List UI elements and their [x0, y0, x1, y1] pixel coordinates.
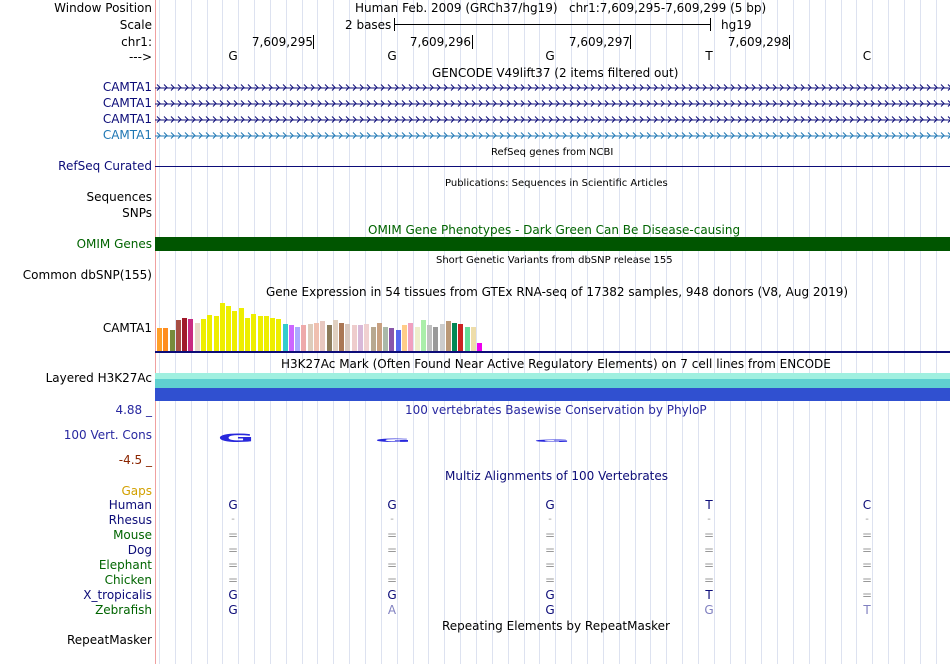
- scale-text: 2 bases: [345, 18, 392, 32]
- gencode-label-3[interactable]: CAMTA1: [102, 112, 152, 126]
- species-mouse: Mouse: [113, 528, 152, 542]
- gtex-tissue-bar[interactable]: [251, 314, 256, 351]
- alignment-base: -: [390, 514, 394, 525]
- gaps-label: Gaps: [121, 484, 152, 498]
- tick-1: [313, 35, 314, 49]
- gtex-tissue-bar[interactable]: [421, 320, 426, 351]
- alignment-base: =: [227, 528, 239, 542]
- alignment-base: T: [705, 498, 713, 512]
- gtex-label[interactable]: CAMTA1: [102, 321, 152, 335]
- alignment-base: =: [386, 573, 398, 587]
- alignment-base: G: [228, 498, 238, 512]
- ref-base-3: G: [545, 49, 555, 63]
- gtex-tissue-bar[interactable]: [383, 327, 388, 351]
- gtex-tissue-bar[interactable]: [339, 323, 344, 351]
- gtex-tissue-bar[interactable]: [333, 320, 338, 351]
- logo-letter-3: G: [533, 438, 571, 443]
- alignment-base: =: [703, 558, 715, 572]
- alignment-base: G: [387, 498, 397, 512]
- tick-label-2: 7,609,296: [409, 35, 471, 49]
- alignment-base: G: [545, 603, 555, 617]
- refseq-gene-line[interactable]: [155, 166, 950, 167]
- gtex-tissue-bar[interactable]: [176, 320, 181, 351]
- gtex-baseline: [155, 351, 950, 353]
- alignment-base: =: [544, 528, 556, 542]
- snps-label[interactable]: SNPs: [122, 206, 152, 220]
- alignment-base: -: [231, 514, 235, 525]
- alignment-base: G: [704, 603, 714, 617]
- gencode-label-2[interactable]: CAMTA1: [102, 96, 152, 110]
- gtex-tissue-bar[interactable]: [245, 318, 250, 351]
- track-image[interactable]: [155, 0, 950, 664]
- gtex-tissue-bar[interactable]: [371, 327, 376, 351]
- gtex-tissue-bar[interactable]: [465, 327, 470, 351]
- species-elephant: Elephant: [98, 558, 152, 572]
- repeatmasker-label[interactable]: RepeatMasker: [66, 633, 152, 647]
- gencode-transcript-1[interactable]: [155, 82, 950, 92]
- gtex-tissue-bar[interactable]: [283, 324, 288, 351]
- alignment-base: =: [227, 573, 239, 587]
- gtex-tissue-bar[interactable]: [188, 319, 193, 351]
- gencode-label-1[interactable]: CAMTA1: [102, 80, 152, 94]
- cons-label[interactable]: 100 Vert. Cons: [63, 428, 152, 442]
- assembly-title: Human Feb. 2009 (GRCh37/hg19) chr1:7,609,295-7,609,299 (5 bp): [355, 1, 767, 15]
- logo-letter-2: G: [374, 438, 412, 444]
- scale-bar-right-tick: [710, 18, 711, 31]
- tick-label-1: 7,609,295: [251, 35, 313, 49]
- gtex-tissue-bar[interactable]: [270, 318, 275, 351]
- species-dog: Dog: [127, 543, 152, 557]
- gtex-tissue-bar[interactable]: [477, 343, 482, 351]
- gtex-bar-chart[interactable]: [155, 300, 950, 351]
- gtex-title: Gene Expression in 54 tissues from GTEx RNA-seq of 17382 samples, 948 donors (V8, Aug 2019): [266, 285, 849, 299]
- gtex-tissue-bar[interactable]: [408, 323, 413, 351]
- alignment-base: =: [386, 543, 398, 557]
- gtex-tissue-bar[interactable]: [239, 308, 244, 351]
- alignment-base: =: [861, 543, 873, 557]
- ref-base-4: T: [705, 49, 713, 63]
- gtex-tissue-bar[interactable]: [170, 330, 175, 351]
- gtex-tissue-bar[interactable]: [308, 324, 313, 351]
- species-human: Human: [108, 498, 152, 512]
- gencode-transcript-3[interactable]: [155, 114, 950, 124]
- chrom-label: chr1:: [121, 35, 152, 49]
- alignment-base: T: [863, 603, 871, 617]
- gtex-tissue-bar[interactable]: [458, 324, 463, 351]
- gtex-tissue-bar[interactable]: [201, 319, 206, 351]
- gtex-tissue-bar[interactable]: [232, 311, 237, 351]
- alignment-base: =: [544, 558, 556, 572]
- tick-label-4: 7,609,298: [727, 35, 789, 49]
- gtex-tissue-bar[interactable]: [471, 327, 476, 351]
- alignment-base: =: [861, 528, 873, 542]
- gtex-tissue-bar[interactable]: [402, 325, 407, 351]
- gtex-tissue-bar[interactable]: [396, 330, 401, 351]
- alignment-base: =: [227, 558, 239, 572]
- gtex-tissue-bar[interactable]: [427, 325, 432, 351]
- species-zebrafish: Zebrafish: [95, 603, 152, 617]
- species-xtropicalis: X_tropicalis: [83, 588, 152, 602]
- track-labels: [0, 0, 155, 664]
- gtex-tissue-bar[interactable]: [226, 306, 231, 351]
- alignment-base: T: [705, 588, 713, 602]
- gtex-tissue-bar[interactable]: [415, 327, 420, 351]
- alignment-base: =: [544, 573, 556, 587]
- gtex-tissue-bar[interactable]: [433, 327, 438, 351]
- alignment-base: G: [545, 498, 555, 512]
- ref-base-5: C: [862, 49, 872, 63]
- strand-label: --->: [128, 50, 152, 64]
- gencode-transcript-4[interactable]: [155, 130, 950, 140]
- cons-min-label: -4.5 _: [118, 453, 152, 467]
- gtex-tissue-bar[interactable]: [276, 319, 281, 351]
- cons-max-label: 4.88 _: [115, 403, 152, 417]
- tick-2: [472, 35, 473, 49]
- omim-gene-bar[interactable]: [155, 237, 950, 251]
- h3k27ac-layer-mid[interactable]: [155, 379, 950, 388]
- repeatmasker-title: Repeating Elements by RepeatMasker: [442, 619, 670, 633]
- alignment-base: =: [861, 573, 873, 587]
- alignment-base: -: [865, 514, 869, 525]
- gtex-tissue-bar[interactable]: [289, 325, 294, 351]
- gencode-label-4[interactable]: CAMTA1: [102, 128, 152, 142]
- alignment-base: =: [386, 558, 398, 572]
- logo-letter-1: G: [217, 431, 255, 445]
- gtex-tissue-bar[interactable]: [358, 325, 363, 351]
- scale-label: Scale: [119, 18, 152, 32]
- db-text: hg19: [721, 18, 752, 32]
- gtex-tissue-bar[interactable]: [157, 328, 162, 351]
- publications-title: Publications: Sequences in Scientific Articles: [445, 178, 668, 189]
- gtex-tissue-bar[interactable]: [295, 327, 300, 351]
- gtex-tissue-bar[interactable]: [345, 324, 350, 351]
- gtex-tissue-bar[interactable]: [195, 323, 200, 351]
- ref-base-1: G: [228, 49, 238, 63]
- alignment-base: C: [862, 498, 872, 512]
- alignment-base: =: [386, 528, 398, 542]
- dbsnp-title: Short Genetic Variants from dbSNP release 155: [436, 255, 673, 266]
- h3k27ac-title: H3K27Ac Mark (Often Found Near Active Regulatory Elements) on 7 cell lines from ENCODE: [281, 357, 831, 371]
- ref-base-2: G: [387, 49, 397, 63]
- gtex-tissue-bar[interactable]: [214, 316, 219, 351]
- alignment-base: =: [703, 543, 715, 557]
- gtex-tissue-bar[interactable]: [327, 325, 332, 351]
- h3k27ac-label[interactable]: Layered H3K27Ac: [45, 371, 152, 385]
- gtex-tissue-bar[interactable]: [446, 321, 451, 351]
- scale-bar: [394, 24, 711, 25]
- multiz-title: Multiz Alignments of 100 Vertebrates: [445, 469, 669, 483]
- gtex-tissue-bar[interactable]: [182, 318, 187, 351]
- refseq-label[interactable]: RefSeq Curated: [58, 159, 152, 173]
- alignment-base: A: [387, 603, 397, 617]
- alignment-base: =: [703, 528, 715, 542]
- gtex-tissue-bar[interactable]: [440, 324, 445, 351]
- alignment-base: =: [703, 573, 715, 587]
- alignment-base: G: [228, 603, 238, 617]
- gtex-tissue-bar[interactable]: [364, 324, 369, 351]
- omim-title: OMIM Gene Phenotypes - Dark Green Can Be Disease-causing: [368, 223, 741, 237]
- gencode-transcript-2[interactable]: [155, 98, 950, 108]
- gtex-tissue-bar[interactable]: [352, 325, 357, 351]
- species-chicken: Chicken: [104, 573, 152, 587]
- dbsnp-label[interactable]: Common dbSNP(155): [22, 268, 152, 282]
- phylop-title: 100 vertebrates Basewise Conservation by PhyloP: [405, 403, 707, 417]
- alignment-base: =: [227, 543, 239, 557]
- alignment-base: -: [707, 514, 711, 525]
- h3k27ac-layer-bottom[interactable]: [155, 388, 950, 401]
- gtex-tissue-bar[interactable]: [389, 328, 394, 351]
- gtex-tissue-bar[interactable]: [452, 323, 457, 351]
- gencode-title: GENCODE V49lift37 (2 items filtered out): [432, 66, 679, 80]
- gtex-tissue-bar[interactable]: [163, 328, 168, 351]
- gtex-tissue-bar[interactable]: [377, 323, 382, 351]
- omim-label[interactable]: OMIM Genes: [76, 237, 152, 251]
- sequences-label[interactable]: Sequences: [86, 190, 152, 204]
- scale-bar-left-tick: [394, 18, 395, 31]
- gtex-tissue-bar[interactable]: [301, 325, 306, 351]
- alignment-base: -: [548, 514, 552, 525]
- tick-label-3: 7,609,297: [568, 35, 630, 49]
- gtex-tissue-bar[interactable]: [207, 315, 212, 351]
- alignment-base: G: [545, 588, 555, 602]
- alignment-base: =: [861, 588, 873, 602]
- window-position-label: Window Position: [54, 1, 152, 15]
- gtex-tissue-bar[interactable]: [220, 303, 225, 351]
- refseq-title: RefSeq genes from NCBI: [491, 147, 614, 158]
- gtex-tissue-bar[interactable]: [264, 316, 269, 351]
- gtex-tissue-bar[interactable]: [320, 321, 325, 351]
- tick-3: [630, 35, 631, 49]
- tick-4: [789, 35, 790, 49]
- species-rhesus: Rhesus: [108, 513, 152, 527]
- alignment-base: G: [228, 588, 238, 602]
- gtex-tissue-bar[interactable]: [258, 316, 263, 351]
- alignment-base: G: [387, 588, 397, 602]
- alignment-base: =: [544, 543, 556, 557]
- alignment-base: =: [861, 558, 873, 572]
- phylop-logo[interactable]: [155, 420, 950, 460]
- gtex-tissue-bar[interactable]: [314, 323, 319, 351]
